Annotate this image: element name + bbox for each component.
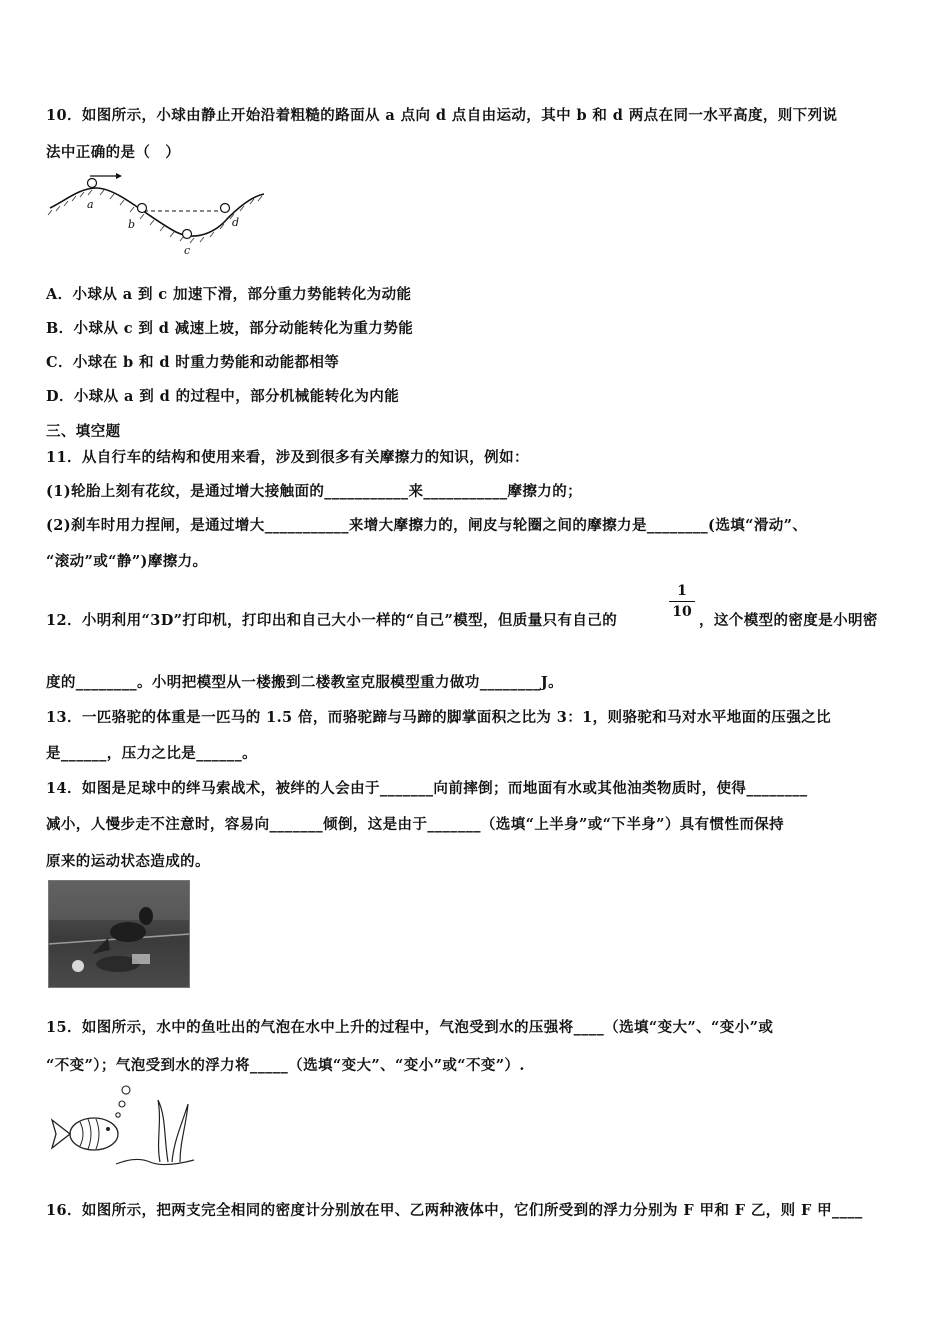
ball-d (221, 204, 230, 213)
bubble-middle (119, 1101, 125, 1107)
ball-c (183, 230, 192, 239)
q10-road-figure (46, 170, 268, 260)
label-a: a (87, 198, 94, 211)
q14-line2: 减小，人慢步走不注意时，容易向_______倾倒，这是由于_______（选填“上半身”或“下半身”）具有惯性而保持 (46, 816, 785, 833)
fraction-bar (669, 601, 695, 602)
fish-bubbles-figure (46, 1082, 196, 1168)
q10-option-a: A．小球从 a 到 c 加速下滑，部分重力势能转化为动能 (46, 286, 412, 303)
q11-line3: (2)刹车时用力捏闸，是通过增大___________来增大摩擦力的，闸皮与轮圈之间的摩擦力是________(选填“滑动”、 (46, 517, 808, 534)
bubble-bottom (116, 1113, 120, 1117)
q10-option-d: D．小球从 a 到 d 的过程中，部分机械能转化为内能 (46, 388, 400, 405)
q10-option-b: B．小球从 c 到 d 减速上坡，部分动能转化为重力势能 (46, 320, 414, 337)
bubble-top (122, 1086, 130, 1094)
q11-line2: (1)轮胎上刻有花纹，是通过增大接触面的___________来___________摩擦力的； (46, 483, 583, 500)
fraction-denominator: 10 (672, 604, 692, 620)
q15-line2: “不变”）；气泡受到水的浮力将_____（选填“变大”、“变小”或“不变”）. (46, 1057, 525, 1074)
q13-line2: 是______，压力之比是______。 (46, 745, 257, 762)
q14-line3: 原来的运动状态造成的。 (46, 853, 210, 870)
ball-b (138, 204, 147, 213)
q10-option-c: C．小球在 b 和 d 时重力势能和动能都相等 (46, 354, 340, 371)
section-title: 三、填空题 (46, 423, 121, 440)
q12-line2: 度的________。小明把模型从一楼搬到二楼教室克服模型重力做功________J。 (46, 674, 564, 691)
q15-line1: 15．如图所示，水中的鱼吐出的气泡在水中上升的过程中，气泡受到水的压强将____（选填“变大”、“变小”或 (46, 1019, 774, 1036)
football-tackle-photo (48, 880, 190, 988)
label-c: c (184, 244, 191, 257)
q12-fraction (669, 582, 695, 621)
q11-line4: “滚动”或“静”)摩擦力。 (46, 553, 208, 570)
q13-line1: 13．一匹骆驼的体重是一匹马的 1.5 倍，而骆驼蹄与马蹄的脚掌面积之比为 3：1，则骆驼和马对水平地面的压强之比 (46, 709, 832, 726)
q16-line1: 16．如图所示，把两支完全相同的密度计分别放在甲、乙两种液体中，它们所受到的浮力分别为 F 甲和 F 乙，则 F 甲____ (46, 1202, 863, 1219)
q11-line1: 11．从自行车的结构和使用来看，涉及到很多有关摩擦力的知识，例如： (46, 449, 529, 466)
q14-line1: 14．如图是足球中的绊马索战术，被绊的人会由于_______向前摔倒；而地面有水或其他油类物质时，使得________ (46, 780, 808, 797)
label-d: d (232, 216, 240, 229)
label-b: b (128, 218, 136, 231)
q10-stem-line1: 10．如图所示，小球由静止开始沿着粗糙的路面从 a 点向 d 点自由运动，其中 b 和 d 两点在同一水平高度，则下列说 (46, 107, 838, 124)
fraction-numerator: 1 (677, 583, 687, 599)
q12-line1-pre: 12．小明利用“3D”打印机，打印出和自己大小一样的“自己”模型，但质量只有自己的 (46, 612, 618, 629)
q10-stem-line2: 法中正确的是（ ） (46, 144, 181, 161)
q12-line1-post: ，这个模型的密度是小明密 (699, 612, 878, 629)
ball-a (88, 179, 97, 188)
